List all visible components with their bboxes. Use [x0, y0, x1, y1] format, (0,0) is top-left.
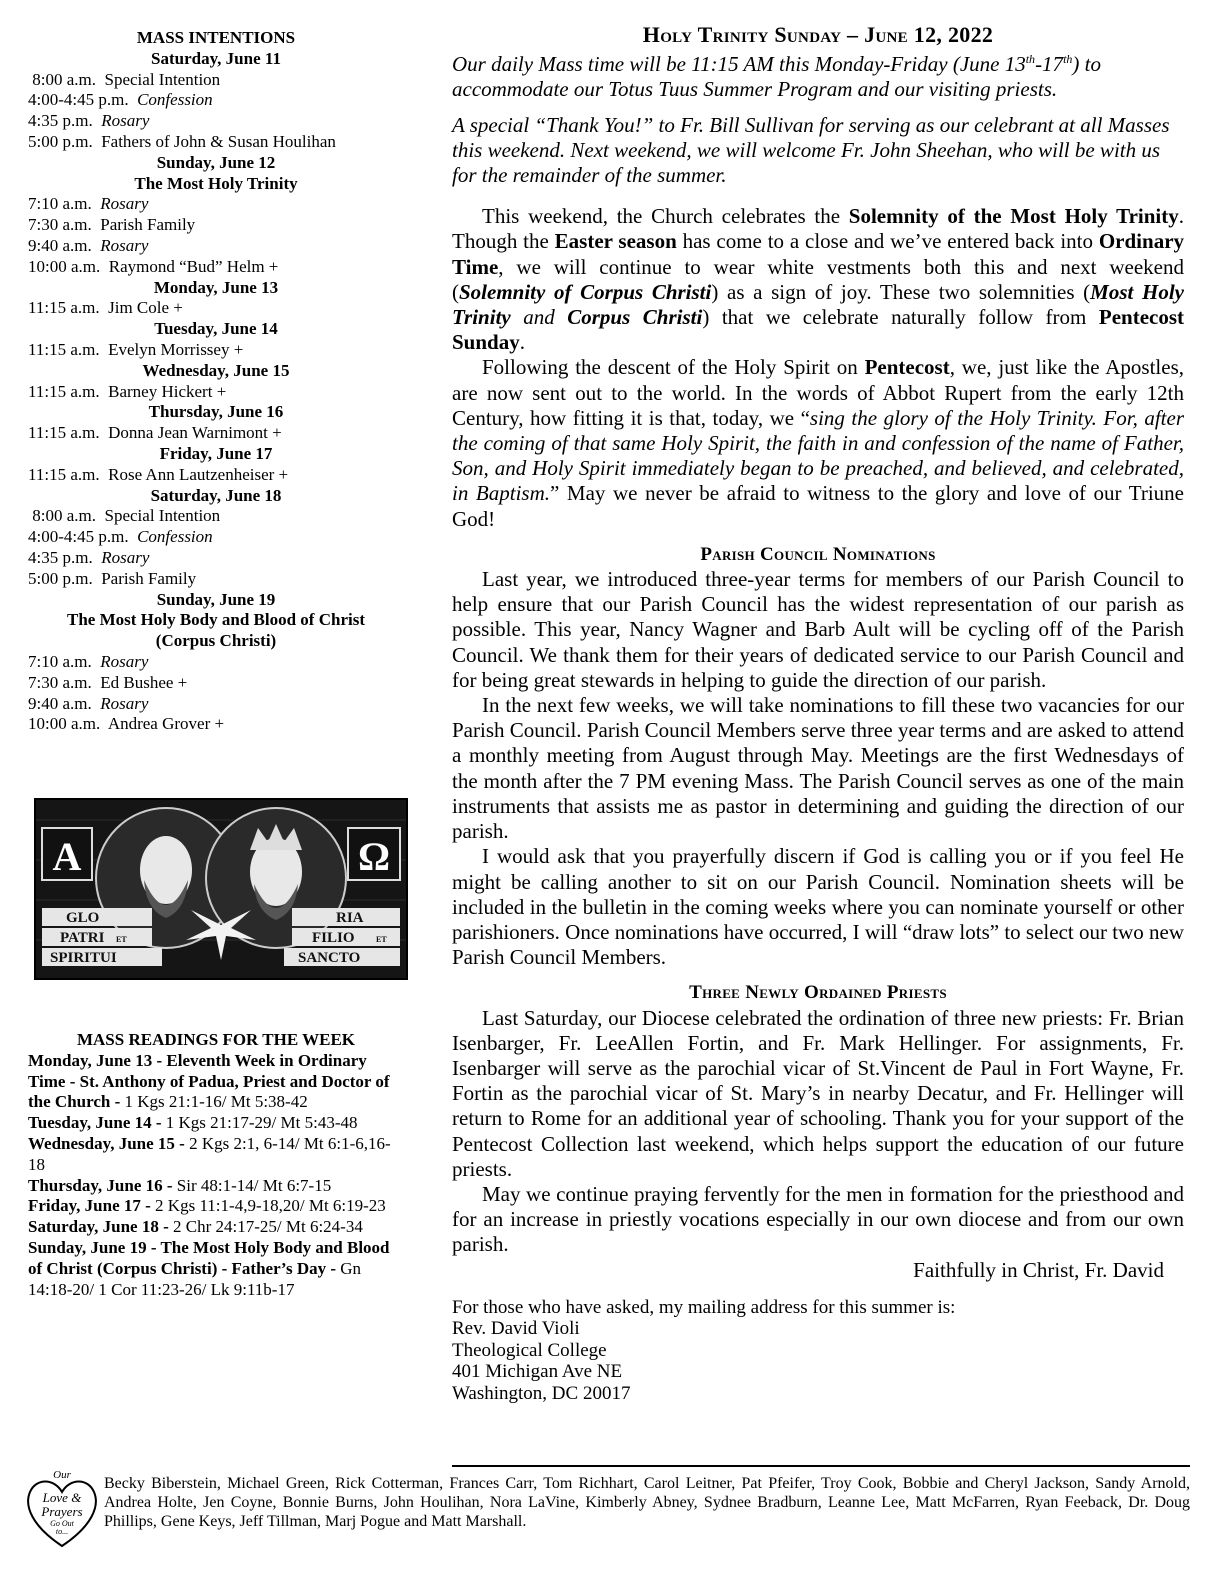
schedule-time: 11:15 a.m. — [28, 298, 100, 318]
schedule-row — [28, 90, 404, 111]
schedule-row — [28, 132, 404, 153]
schedule-row — [28, 694, 404, 715]
schedule-intention: Rosary — [101, 547, 150, 567]
trinity-paragraph-2: Following the descent of the Holy Spirit on Pentecost, we, just like the Apostles, are now sent out to the world. In the words of Abbot Rupert from the early 12th Century, how fitting it is that, today, we “sing the glory of the Holy Trinity. For, after the coming of that same Holy Spirit, the faith in and confession of the name of Father, Son, and Holy Spirit immediately began to be preached, and believed, and celebrated, in Baptism.” May we never be afraid to witness to the glory and love of our Triune God! — [452, 355, 1184, 531]
art-et-1: ET — [116, 935, 127, 944]
art-sancto: SANCTO — [298, 950, 361, 966]
address-intro: For those who have asked, my mailing address for this summer is: — [452, 1296, 956, 1318]
schedule-row — [28, 111, 404, 132]
trinity-paragraph-1: This weekend, the Church celebrates the Solemnity of the Most Holy Trinity. Though the Easter season has come to a close and we’ve entered back into Ordinary Time, we will continue to wear white vestments both this and next weekend (Solemnity of Corpus Christi) as a sign of joy. These two solemnities (Most Holy Trinity and Corpus Christi) that we celebrate naturally follow from Pentecost Sunday. — [452, 204, 1185, 355]
address-line: Theological College — [452, 1339, 607, 1361]
reading-entry: Sunday, June 19 - The Most Holy Body and Blood of Christ (Corpus Christi) - Father’s Day - Gn 14:18-20/ 1 Cor 11:23-26/ Lk 9:11b-17 — [28, 1237, 390, 1299]
schedule-row — [28, 714, 404, 735]
schedule-intention: Parish Family — [100, 215, 196, 235]
schedule-intention: Rosary — [101, 111, 150, 131]
logo-to: to... — [55, 1527, 69, 1536]
schedule-day-heading: Sunday, June 12 — [156, 152, 276, 172]
schedule-intention: Parish Family — [101, 568, 197, 588]
page-title: Holy Trinity Sunday – June 12, 2022 — [642, 22, 994, 47]
reading-entry: Monday, June 13 - Eleventh Week in Ordinary Time - St. Anthony of Padua, Priest and Doctor of the Church - 1 Kgs 21:1-16/ Mt 5:38-42 — [28, 1050, 390, 1112]
schedule-row — [28, 423, 404, 444]
schedule-row — [28, 298, 404, 319]
council-paragraph-1: Last year, we introduced three-year terms for members of our Parish Council to help ensure that our Parish Council has the widest representation of our parish as possible. This year, Nancy Wagner and Barb Ault will be cycling off of the Parish Council. We thank them for their years of dedicated service to our Parish Council and for being great stewards in helping to guide the direction of our parish. — [452, 567, 1184, 692]
schedule-time: 4:00-4:45 p.m. — [28, 527, 129, 547]
schedule-intention: Rosary — [100, 693, 149, 713]
schedule-intention: Evelyn Morrissey + — [108, 339, 244, 359]
schedule-intention: Fathers of John & Susan Houlihan — [101, 131, 336, 151]
address-line: 401 Michigan Ave NE — [452, 1361, 623, 1383]
schedule-day-heading: Wednesday, June 15 — [142, 360, 290, 380]
alpha-symbol: A — [52, 834, 82, 879]
schedule-row — [28, 194, 404, 215]
schedule-time: 9:40 a.m. — [28, 693, 92, 713]
schedule-intention: Jim Cole + — [108, 298, 183, 318]
art-filio: FILIO — [312, 930, 355, 946]
reading-entry: Friday, June 17 - 2 Kgs 11:1-4,9-18,20/ Mt 6:19-23 — [28, 1196, 386, 1216]
council-paragraph-3: I would ask that you prayerfully discern if God is calling you or if you feel He might be calling another to sit on our Parish Council. Nomination sheets will be included in the bulletin in the coming weeks where you can nominate yourself or other parishioners. Once nominations have occurred, I will “draw lots” to select our two new Parish Council Members. — [452, 844, 1184, 970]
art-gloria-1: GLO — [66, 910, 100, 926]
logo-love: Love & — [42, 1490, 82, 1505]
schedule-day-heading: Sunday, June 19 — [156, 589, 276, 609]
schedule-row — [28, 257, 404, 278]
schedule-time: 10:00 a.m. — [28, 714, 101, 734]
reading-entry: Wednesday, June 15 - 2 Kgs 2:1, 6-14/ Mt 6:1-6,16-18 — [28, 1133, 391, 1174]
schedule-time: 11:15 a.m. — [28, 423, 100, 443]
schedule-row — [28, 569, 404, 590]
art-patri: PATRI — [60, 930, 105, 946]
schedule-row — [28, 236, 404, 257]
schedule-time: 11:15 a.m. — [28, 464, 100, 484]
signature: Faithfully in Christ, Fr. David — [913, 1257, 1164, 1282]
schedule-time: 5:00 p.m. — [28, 568, 93, 588]
schedule-time: 8:00 a.m. — [28, 69, 96, 89]
priests-paragraph-1: Last Saturday, our Diocese celebrated the ordination of three new priests: Fr. Brian Isenbarger, Fr. LeeAllen Fortin, and Fr. Mark Hellinger. For assignments, Fr. Isenbarger will serve as the parochial vicar of St.Vincent de Paul in Fort Wayne, Fr. Fortin as the parochial vicar of St. Mary’s in nearby Decatur, and Fr. Hellinger will return to Rome for an additional year of schooling. Thank you for your support of the Pentecost Collection last weekend, which helps support the education of our future priests. — [452, 1005, 1184, 1181]
schedule-time: 7:30 a.m. — [28, 215, 92, 235]
art-spiritui: SPIRITUI — [50, 950, 117, 966]
priests-title: Three Newly Ordained Priests — [689, 982, 947, 1004]
mass-schedule — [28, 49, 404, 735]
logo-prayers: Prayers — [41, 1504, 83, 1519]
schedule-intention: Special Intention — [104, 69, 221, 89]
schedule-row — [28, 506, 404, 527]
readings-list — [28, 1051, 404, 1301]
schedule-time: 11:15 a.m. — [28, 381, 100, 401]
reading-entry: Thursday, June 16 - Sir 48:1-14/ Mt 6:7-15 — [28, 1175, 332, 1195]
omega-symbol: Ω — [357, 834, 391, 879]
prayer-list: Becky Biberstein, Michael Green, Rick Cotterman, Frances Carr, Tom Richhart, Carol Leitner, Pat Pfeifer, Troy Cook, Bobbie and Cheryl Jackson, Sandy Arnold, Andrea Holte, Jen Coyne, Bonnie Burns, John Houlihan, Nora LaVine, Kimberly Abney, Sydnee Bradburn, Leanne Lee, Matt McFarren, Ryan Feeback, Dr. Doug Phillips, Gene Keys, Jeff Tillman, Marj Pogue and Matt Marshall. — [104, 1475, 1190, 1530]
schedule-time: 10:00 a.m. — [28, 256, 101, 276]
schedule-time: 4:35 p.m. — [28, 111, 93, 131]
right-column — [452, 22, 1184, 1404]
schedule-time: 7:10 a.m. — [28, 194, 92, 214]
schedule-time: 4:35 p.m. — [28, 547, 93, 567]
schedule-intention: Rosary — [100, 194, 149, 214]
schedule-day-heading: The Most Holy Body and Blood of Christ — [66, 610, 365, 630]
mailing-address — [452, 1297, 1184, 1405]
reading-entry: Saturday, June 18 - 2 Chr 24:17-25/ Mt 6:24-34 — [28, 1217, 363, 1237]
schedule-row — [28, 527, 404, 548]
schedule-time: 11:15 a.m. — [28, 339, 100, 359]
schedule-row — [28, 382, 404, 403]
schedule-time: 4:00-4:45 p.m. — [28, 90, 129, 110]
readings-section — [28, 1030, 404, 1300]
readings-title: MASS READINGS FOR THE WEEK — [76, 1030, 356, 1049]
schedule-row — [28, 673, 404, 694]
schedule-day-heading: Monday, June 13 — [153, 277, 279, 297]
schedule-row — [28, 548, 404, 569]
mass-intentions-title: MASS INTENTIONS — [136, 28, 296, 47]
left-column — [28, 28, 404, 735]
trinity-artwork — [34, 798, 408, 980]
notice-mass-time: Our daily Mass time will be 11:15 AM this Monday-Friday (June 13th-17th) to accommodate our Totus Tuus Summer Program and our visiting priests. — [452, 52, 1101, 102]
schedule-day-heading: Thursday, June 16 — [148, 402, 284, 422]
art-gloria-2: RIA — [336, 910, 364, 926]
schedule-intention: Confession — [137, 90, 213, 110]
logo-go-out: Go Out — [50, 1519, 74, 1528]
schedule-intention: Rose Ann Lautzenheiser + — [108, 464, 289, 484]
council-title: Parish Council Nominations — [700, 543, 936, 565]
schedule-time: 5:00 p.m. — [28, 131, 93, 151]
schedule-intention: Donna Jean Warnimont + — [108, 423, 282, 443]
schedule-intention: Special Intention — [104, 506, 221, 526]
schedule-row — [28, 70, 404, 91]
address-line: Rev. David Violi — [452, 1318, 580, 1340]
reading-entry: Tuesday, June 14 - 1 Kgs 21:17-29/ Mt 5:43-48 — [28, 1113, 358, 1133]
schedule-row — [28, 340, 404, 361]
schedule-time: 7:10 a.m. — [28, 651, 92, 671]
schedule-intention: Ed Bushee + — [100, 672, 188, 692]
schedule-intention: Raymond “Bud” Helm + — [108, 256, 279, 276]
schedule-day-heading: Saturday, June 11 — [151, 48, 281, 68]
footer-divider — [452, 1465, 1190, 1467]
address-line: Washington, DC 20017 — [452, 1382, 631, 1404]
schedule-time: 9:40 a.m. — [28, 235, 92, 255]
schedule-intention: Rosary — [100, 651, 149, 671]
schedule-row — [28, 652, 404, 673]
schedule-intention: Confession — [137, 527, 213, 547]
schedule-row — [28, 215, 404, 236]
schedule-day-heading: Tuesday, June 14 — [154, 319, 278, 339]
art-et-2: ET — [376, 935, 387, 944]
schedule-intention: Andrea Grover + — [107, 714, 225, 734]
council-paragraph-2: In the next few weeks, we will take nominations to fill these two vacancies for our Parish Council. Parish Council Members serve three year terms and are asked to attend a monthly meeting from August through May. Meetings are the first Wednesdays of the month after the 7 PM evening Mass. The Parish Council serves as one of the main instruments that assists me as pastor in determining and guiding the direction of our parish. — [452, 693, 1184, 844]
schedule-day-heading: (Corpus Christi) — [155, 631, 277, 651]
schedule-day-heading: The Most Holy Trinity — [134, 173, 298, 193]
schedule-time: 7:30 a.m. — [28, 672, 92, 692]
priests-paragraph-2: May we continue praying fervently for the men in formation for the priesthood and for an increase in priestly vocations especially in our own diocese and from our own parish. — [452, 1181, 1184, 1257]
schedule-day-heading: Saturday, June 18 — [150, 485, 282, 505]
logo-our: Our — [53, 1469, 71, 1481]
schedule-row — [28, 465, 404, 486]
notice-thank-you: A special “Thank You!” to Fr. Bill Sullivan for serving as our celebrant at all Masses this weekend. Next weekend, we will welcome Fr. John Sheehan, who will be with us for the remainder of the summer. — [452, 112, 1170, 188]
schedule-day-heading: Friday, June 17 — [159, 443, 273, 463]
schedule-time: 8:00 a.m. — [28, 506, 96, 526]
prayers-heart-logo — [22, 1466, 102, 1552]
schedule-intention: Barney Hickert + — [108, 381, 227, 401]
schedule-intention: Rosary — [100, 235, 149, 255]
